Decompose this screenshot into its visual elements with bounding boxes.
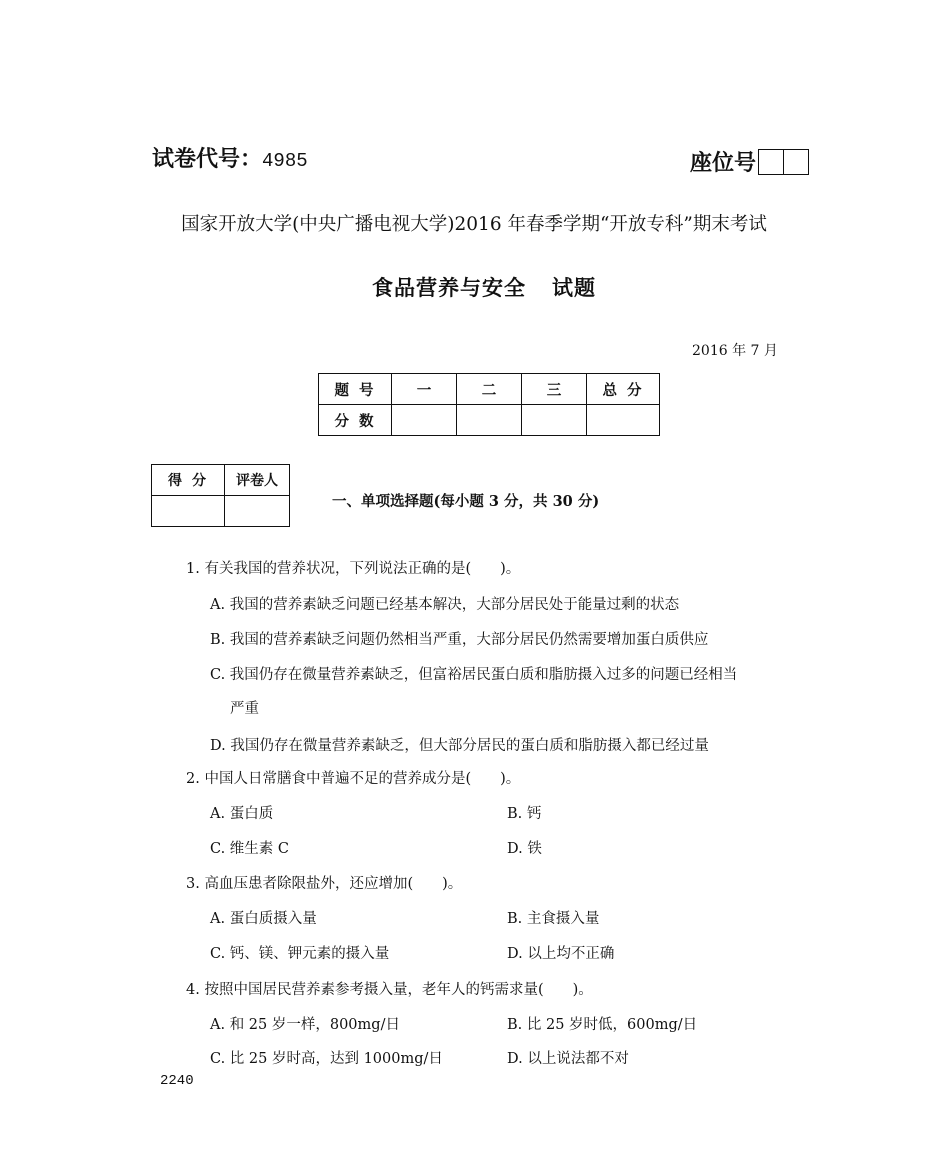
score-entry-cell[interactable] [587,405,660,436]
grader-entry-cell[interactable] [225,496,290,527]
page-number: 2240 [160,1073,194,1089]
grader-table [151,464,290,527]
question-option: A. 我国的营养素缺乏问题已经基本解决，大部分居民处于能量过剩的状态 [210,597,680,613]
score-entry-cell[interactable] [392,405,457,436]
question-option: A. 蛋白质摄入量 [210,911,317,927]
grader-table-entry-row [152,496,290,527]
exam-code-label: 试卷代号： [152,147,263,172]
grader-table-cell: 评卷人 [225,465,290,496]
exam-date: 2016 年 7 月 [692,343,778,359]
seat-box [783,150,808,174]
question-option: B. 我国的营养素缺乏问题仍然相当严重，大部分居民仍然需要增加蛋白质供应 [210,632,709,648]
question-option: D. 以上说法都不对 [507,1051,629,1067]
grader-entry-cell[interactable] [152,496,225,527]
score-table-header-row [319,374,660,405]
question-option-continuation: 严重 [230,701,259,717]
question-option: B. 比 25 岁时低，600mg/日 [507,1017,698,1033]
question-option: D. 铁 [507,841,542,857]
question-option: C. 我国仍存在微量营养素缺乏，但富裕居民蛋白质和脂肪摄入过多的问题已经相当 [210,667,738,683]
score-table-cell: 总分 [587,374,660,405]
score-table-cell: 一 [392,374,457,405]
score-table-cell: 二 [457,374,522,405]
question-option: A. 和 25 岁一样，800mg/日 [210,1017,400,1033]
question-option: D. 我国仍存在微量营养素缺乏，但大部分居民的蛋白质和脂肪摄入都已经过量 [210,738,709,754]
seat-number-label: 座位号 [690,151,757,176]
question-option: A. 蛋白质 [210,806,274,822]
question-stem: 3. 高血压患者除限盐外，还应增加( )。 [186,876,463,892]
score-table-cell: 分数 [319,405,392,436]
grader-table-cell: 得分 [152,465,225,496]
exam-title-suffix: 试题 [552,276,596,300]
score-table [318,373,660,436]
seat-number [690,146,809,177]
university-line: 国家开放大学(中央广播电视大学)2016 年春季学期“开放专科”期末考试 [181,214,767,235]
question-stem: 4. 按照中国居民营养素参考摄入量，老年人的钙需求量( )。 [186,982,593,998]
exam-code [152,142,308,173]
score-table-cell: 三 [522,374,587,405]
question-option: D. 以上均不正确 [507,946,615,962]
question-option: C. 维生素 C [210,841,289,857]
exam-title-main: 食品营养与安全 [372,276,526,300]
question-option: B. 钙 [507,806,542,822]
score-table-score-row [319,405,660,436]
seat-number-boxes [758,149,809,175]
score-entry-cell[interactable] [522,405,587,436]
seat-box [759,150,783,174]
question-option: B. 主食摄入量 [507,911,600,927]
question-option: C. 比 25 岁时高，达到 1000mg/日 [210,1051,443,1067]
score-entry-cell[interactable] [457,405,522,436]
question-stem: 1. 有关我国的营养状况，下列说法正确的是( )。 [186,561,521,577]
score-table-cell: 题号 [319,374,392,405]
question-stem: 2. 中国人日常膳食中普遍不足的营养成分是( )。 [186,771,521,787]
exam-code-value: 4985 [262,150,308,172]
exam-title [0,272,948,302]
grader-table-header-row [152,465,290,496]
question-option: C. 钙、镁、钾元素的摄入量 [210,946,390,962]
section-title: 一、单项选择题(每小题 3 分，共 30 分) [332,493,600,510]
